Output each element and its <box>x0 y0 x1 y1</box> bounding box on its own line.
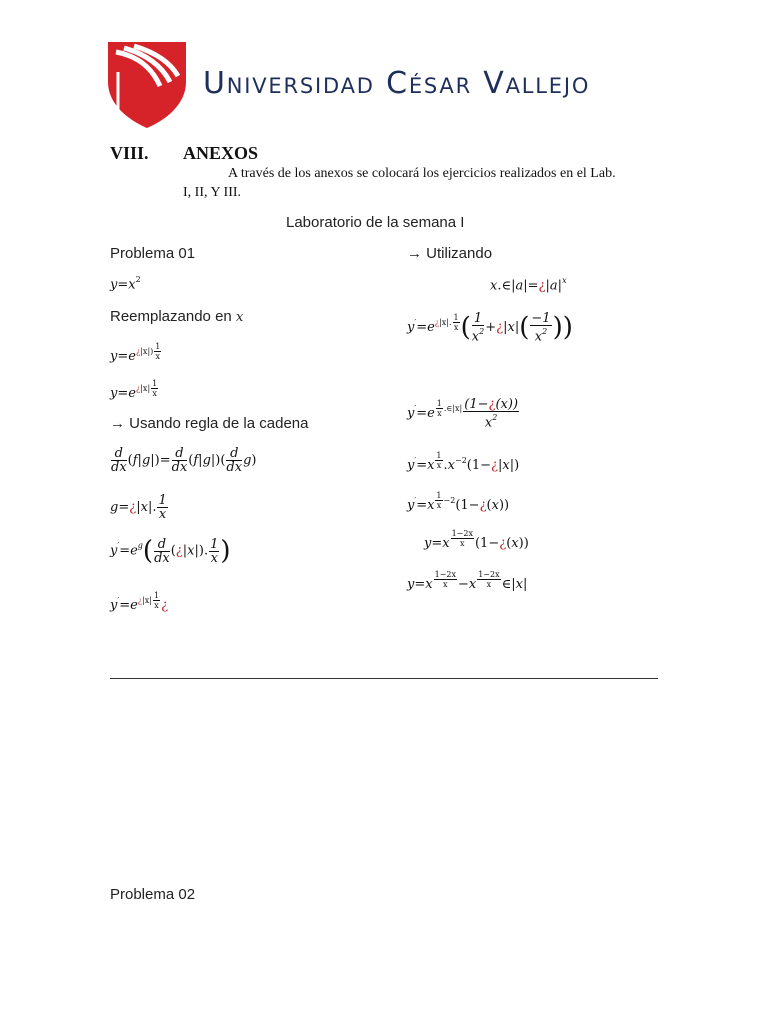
university-logo-icon <box>108 42 186 128</box>
eq-right-5: y=x $^{\frac{1-2x}{x}}$ (1−¿(x)) <box>424 529 529 551</box>
eq-g-def: g=¿|x|. $\frac{1}{x}$ <box>110 493 167 522</box>
university-name: Universidad César Vallejo <box>203 66 591 101</box>
section-number: VIII. <box>110 143 149 163</box>
intro-line-2: I, II, Y III. <box>183 185 242 200</box>
problem02-title: Problema 02 <box>110 886 196 903</box>
eq-y-prime-final-left: $y'=e^{¿|x| \frac{1}{x}}$ ¿ <box>110 591 169 613</box>
eq-right-1: $y'=e^{¿|x|. \frac{1}{x}}$ ( $\frac{1}{x^2}$ +¿|x|( $\frac{-1}{x^2}$ )) <box>407 311 573 345</box>
eq-y-e-2: $y=e^{¿|x| \frac{1}{x}}$ <box>110 379 158 401</box>
eq-right-6: y=x $^{\frac{1-2x}{x}}$ −x $^{\frac{1-2x}{x}}$ ∈|x| <box>407 570 528 592</box>
section-divider <box>110 678 658 679</box>
reemplazando-var: x <box>235 310 244 325</box>
eq-abs-identity: $x.\in|a|=¿|a|^x$ <box>490 276 567 294</box>
eq-right-3: y′=x $^{\frac{1}{x}}$ $.x^{-2}(1-¿|x|)$ <box>407 451 520 473</box>
eq-y-x2: $y=x^2$ <box>110 275 141 293</box>
reemplazando-text: Reemplazando en <box>110 308 232 325</box>
eq-chain-rule: $\frac{d}{dx}$ (f|g|)= $\frac{d}{dx}$ (f|g|)( $\frac{d}{dx}$ g) <box>111 446 257 475</box>
eq-y-prime-eg: $y'=e^g$( $\frac{d}{dx}$ (¿|x|). $\frac{1}{x}$ ) <box>110 536 231 566</box>
reemplazando-label <box>110 308 243 325</box>
intro-line-1: A través de los anexos se colocará los ejercicios realizados en el Lab. <box>228 166 616 181</box>
lab-title: Laboratorio de la semana I <box>286 214 465 231</box>
eq-right-2: y′=e $^{\frac{1}{x} .\in|x|}$ $\frac{(1-¿(x))}{x^2}$ <box>407 397 519 431</box>
problem01-title: Problema 01 <box>110 245 196 262</box>
eq-y-e-1: $y=e^{¿|x|) \frac{1}{x}}$ <box>110 342 161 364</box>
utilizando-label: → Utilizando <box>407 245 493 262</box>
eq-right-4: y′=x $^{\frac{1}{x} -2}$(1−¿(x)) <box>407 491 510 513</box>
usando-regla-label: → Usando regla de la cadena <box>110 415 309 432</box>
section-title: ANEXOS <box>183 143 259 163</box>
